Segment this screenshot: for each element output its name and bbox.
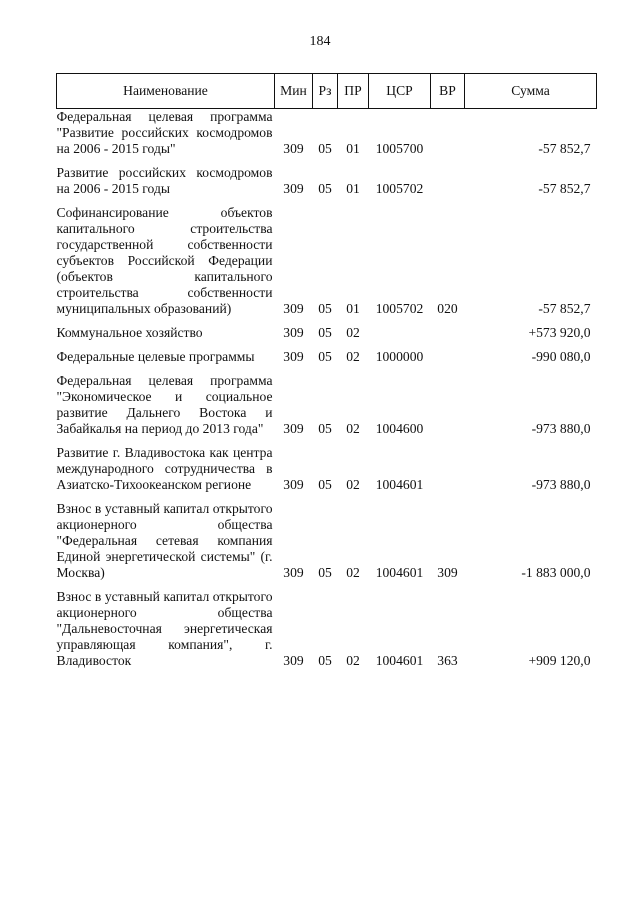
header-vr: ВР — [431, 74, 465, 109]
row-name: Развитие г. Владивостока как центра международного сотрудничества в Азиатско-Тихоокеанском регионе — [56, 445, 273, 492]
row-pr: 02 — [346, 325, 360, 340]
header-min: Мин — [275, 74, 313, 109]
row-name: Софинансирование объектов капитального строительства государственной собственности субъектов Российской Федерации (объектов капитального строительства собственности муниципальных образований) — [56, 205, 273, 316]
row-name: Развитие российских космодромов на 2006 - 2015 годы — [56, 165, 273, 196]
row-rz: 05 — [318, 565, 332, 580]
row-sum: -1 883 000,0 — [521, 565, 591, 580]
row-min: 309 — [283, 565, 304, 580]
table-row — [57, 349, 597, 373]
row-rz: 05 — [318, 181, 332, 196]
row-pr: 02 — [346, 421, 360, 436]
row-name: Взнос в уставный капитал открытого акционерного общества "Федеральная сетевая компания Единой энергетической системы" (г. Москва) — [56, 501, 273, 580]
row-vr — [431, 109, 465, 166]
row-sum: -973 880,0 — [531, 477, 591, 492]
row-min: 309 — [283, 181, 304, 196]
row-name: Федеральная целевая программа "Экономическое и социальное развитие Дальнего Востока и Забайкалья на период до 2013 года" — [56, 373, 273, 436]
header-rz: Рз — [313, 74, 338, 109]
row-csr: 1004600 — [375, 421, 424, 436]
row-sum: -990 080,0 — [531, 349, 591, 364]
header-name: Наименование — [57, 74, 275, 109]
row-pr: 02 — [346, 349, 360, 364]
table-row — [57, 109, 597, 166]
row-min: 309 — [283, 421, 304, 436]
table-row — [57, 165, 597, 205]
row-name: Федеральные целевые программы — [56, 349, 255, 364]
row-name: Коммунальное хозяйство — [56, 325, 203, 340]
row-vr — [431, 325, 465, 349]
row-rz: 05 — [318, 477, 332, 492]
row-sum: -57 852,7 — [538, 181, 591, 196]
row-rz: 05 — [318, 349, 332, 364]
row-pr: 02 — [346, 653, 360, 668]
table-row — [57, 205, 597, 325]
row-rz: 05 — [318, 325, 332, 340]
row-vr: 309 — [437, 565, 458, 580]
row-csr: 1005702 — [375, 301, 424, 316]
header-sum: Сумма — [465, 74, 597, 109]
row-rz: 05 — [318, 421, 332, 436]
row-sum: +573 920,0 — [528, 325, 591, 340]
row-min: 309 — [283, 325, 304, 340]
row-vr — [431, 349, 465, 373]
header-pr: ПР — [338, 74, 369, 109]
row-min: 309 — [283, 477, 304, 492]
row-name: Федеральная целевая программа "Развитие российских космодромов на 2006 - 2015 годы" — [56, 109, 273, 156]
row-vr: 363 — [437, 653, 458, 668]
row-pr: 01 — [346, 301, 360, 316]
row-sum: +909 120,0 — [528, 653, 591, 668]
row-csr — [369, 325, 431, 349]
row-pr: 01 — [346, 141, 360, 156]
table-row — [57, 501, 597, 589]
row-csr: 1004601 — [375, 565, 424, 580]
row-min: 309 — [283, 301, 304, 316]
row-pr: 02 — [346, 477, 360, 492]
budget-table — [56, 73, 597, 677]
row-vr — [431, 445, 465, 501]
table-row — [57, 445, 597, 501]
table-row — [57, 589, 597, 677]
row-sum: -57 852,7 — [538, 301, 591, 316]
row-sum: -57 852,7 — [538, 141, 591, 156]
table-row — [57, 325, 597, 349]
table-row — [57, 373, 597, 445]
row-pr: 01 — [346, 181, 360, 196]
row-csr: 1004601 — [375, 653, 424, 668]
row-min: 309 — [283, 349, 304, 364]
row-rz: 05 — [318, 301, 332, 316]
row-vr: 020 — [437, 301, 458, 316]
row-csr: 1005700 — [375, 141, 424, 156]
row-pr: 02 — [346, 565, 360, 580]
row-csr: 1005702 — [375, 181, 424, 196]
row-csr: 1000000 — [375, 349, 424, 364]
row-rz: 05 — [318, 141, 332, 156]
header-csr: ЦСР — [369, 74, 431, 109]
table-header-row — [57, 74, 597, 109]
page-number: 184 — [309, 34, 331, 49]
row-min: 309 — [283, 653, 304, 668]
row-name: Взнос в уставный капитал открытого акционерного общества "Дальневосточная энергетическая управляющая компания", г. Владивосток — [56, 589, 273, 668]
row-min: 309 — [283, 141, 304, 156]
row-sum: -973 880,0 — [531, 421, 591, 436]
row-vr — [431, 373, 465, 445]
row-csr: 1004601 — [375, 477, 424, 492]
row-vr — [431, 165, 465, 205]
row-rz: 05 — [318, 653, 332, 668]
